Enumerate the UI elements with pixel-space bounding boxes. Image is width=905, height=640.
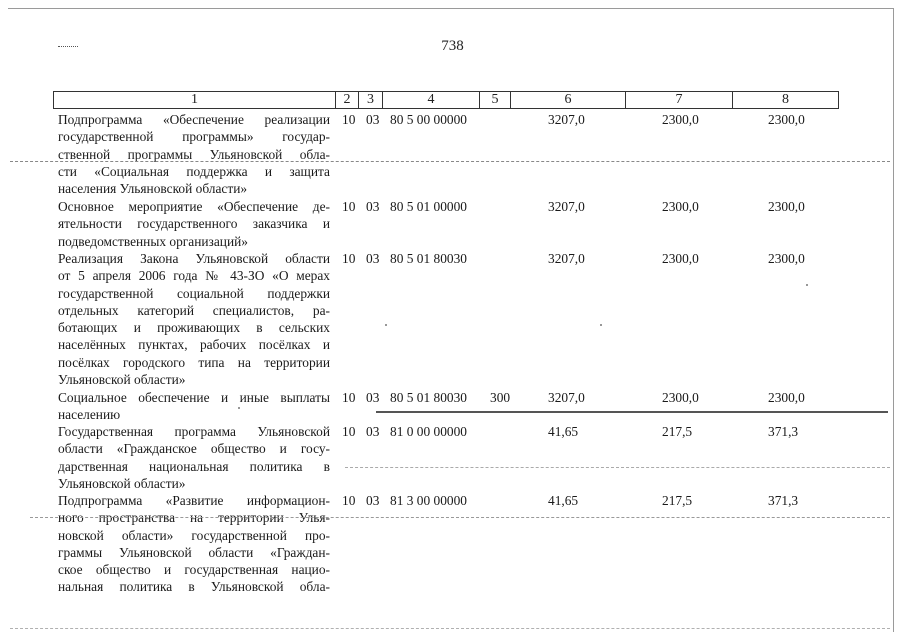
desc-line: дарственная национальная политика в — [58, 458, 330, 474]
cell-subsection: 03 — [366, 199, 380, 214]
cell-amount-7: 2300,0 — [662, 251, 699, 266]
desc-line: Реализация Закона Ульяновской области — [58, 251, 330, 266]
scan-noise-line — [10, 628, 890, 629]
cell-amount-8: 2300,0 — [768, 251, 805, 266]
cell-target-code: 81 3 00 00000 — [390, 493, 467, 508]
desc-line: Основное мероприятие «Обеспечение де- — [58, 199, 330, 214]
cell-amount-6: 41,65 — [548, 424, 579, 439]
cell-amount-8: 371,3 — [768, 424, 799, 439]
scan-speck — [600, 324, 602, 326]
header-col-3: 3 — [358, 91, 383, 109]
cell-amount-6: 3207,0 — [548, 251, 585, 266]
cell-amount-8: 2300,0 — [768, 390, 805, 405]
cell-section: 10 — [342, 390, 356, 405]
cell-target-code: 81 0 00 00000 — [390, 424, 467, 439]
desc-line: граммы Ульяновской области «Граждан- — [58, 544, 330, 560]
cell-amount-6: 41,65 — [548, 493, 579, 508]
cell-amount-6: 3207,0 — [548, 390, 585, 405]
desc-line: государственной программы» государ- — [58, 129, 330, 145]
desc-line: Ульяновской области» — [58, 475, 186, 491]
cell-amount-7: 2300,0 — [662, 199, 699, 214]
cell-expense-type: 300 — [490, 390, 511, 405]
row-description — [58, 111, 330, 197]
scan-speck — [806, 284, 808, 286]
cell-target-code: 80 5 01 00000 — [390, 199, 467, 214]
page-number: 738 — [441, 38, 464, 54]
scan-noise-line — [30, 517, 890, 518]
desc-line: ного пространства на территории Улья- — [58, 510, 330, 526]
desc-line: новской области» государственной про- — [58, 527, 330, 543]
row-description — [58, 389, 330, 424]
cell-amount-8: 371,3 — [768, 493, 799, 508]
desc-line: ботающих и проживающих в сельских — [58, 320, 330, 336]
cell-subsection: 03 — [366, 112, 380, 127]
desc-line: подведомственных организаций» — [58, 233, 248, 249]
desc-line: Ульяновской области» — [58, 372, 186, 388]
table-header — [53, 91, 839, 109]
scan-noise-line — [345, 467, 890, 468]
header-col-6: 6 — [510, 91, 626, 109]
row-description — [58, 250, 330, 388]
cell-amount-8: 2300,0 — [768, 199, 805, 214]
cell-subsection: 03 — [366, 493, 380, 508]
scan-fold-line — [10, 161, 890, 162]
desc-line: государственной социальной поддержки — [58, 285, 330, 301]
header-col-7: 7 — [625, 91, 733, 109]
scan-speck — [238, 407, 240, 409]
cell-target-code: 80 5 01 80030 — [390, 251, 467, 266]
desc-line: ственной программы Ульяновской обла- — [58, 146, 330, 162]
cell-amount-7: 2300,0 — [662, 112, 699, 127]
desc-line: ское общество и государственная нацио- — [58, 562, 330, 578]
desc-line: области «Гражданское общество и госу- — [58, 441, 330, 457]
cell-section: 10 — [342, 199, 356, 214]
cell-subsection: 03 — [366, 390, 380, 405]
desc-line: отдельных категорий специалистов, ра- — [58, 302, 330, 318]
desc-line: населения Ульяновской области» — [58, 181, 248, 197]
header-col-2: 2 — [335, 91, 359, 109]
desc-line: населённых пунктах, рабочих посёлках и — [58, 337, 330, 353]
header-col-8: 8 — [732, 91, 839, 109]
cell-subsection: 03 — [366, 251, 380, 266]
cell-target-code: 80 5 01 80030 — [390, 390, 467, 405]
cell-amount-7: 217,5 — [662, 493, 693, 508]
cell-amount-7: 2300,0 — [662, 390, 699, 405]
scan-speck — [385, 324, 387, 326]
header-col-5: 5 — [479, 91, 511, 109]
row-description — [58, 198, 330, 250]
cell-section: 10 — [342, 493, 356, 508]
desc-line: Подпрограмма «Развитие информацион- — [58, 493, 330, 508]
desc-line: Социальное обеспечение и иные выплаты — [58, 390, 330, 405]
cell-amount-6: 3207,0 — [548, 112, 585, 127]
header-col-4: 4 — [382, 91, 480, 109]
desc-line: Государственная программа Ульяновской — [58, 424, 330, 439]
row-description — [58, 423, 330, 492]
cell-amount-8: 2300,0 — [768, 112, 805, 127]
cell-amount-6: 3207,0 — [548, 199, 585, 214]
cell-target-code: 80 5 00 00000 — [390, 112, 467, 127]
cell-section: 10 — [342, 424, 356, 439]
header-col-1: 1 — [53, 91, 336, 109]
desc-line: нальная политика в Ульяновской обла- — [58, 579, 330, 595]
desc-line: от 5 апреля 2006 года № 43-ЗО «О мерах — [58, 268, 330, 284]
cell-subsection: 03 — [366, 424, 380, 439]
cell-section: 10 — [342, 251, 356, 266]
desc-line: ятельности государственного заказчика и — [58, 216, 330, 232]
cell-section: 10 — [342, 112, 356, 127]
desc-line: сти «Социальная поддержка и защита — [58, 163, 330, 179]
row-description — [58, 492, 330, 596]
desc-line: населению — [58, 407, 121, 423]
desc-line: посёлках городского типа на территории — [58, 354, 330, 370]
cell-amount-7: 217,5 — [662, 424, 693, 439]
scan-bold-line — [376, 411, 888, 413]
desc-line: Подпрограмма «Обеспечение реализации — [58, 112, 330, 127]
